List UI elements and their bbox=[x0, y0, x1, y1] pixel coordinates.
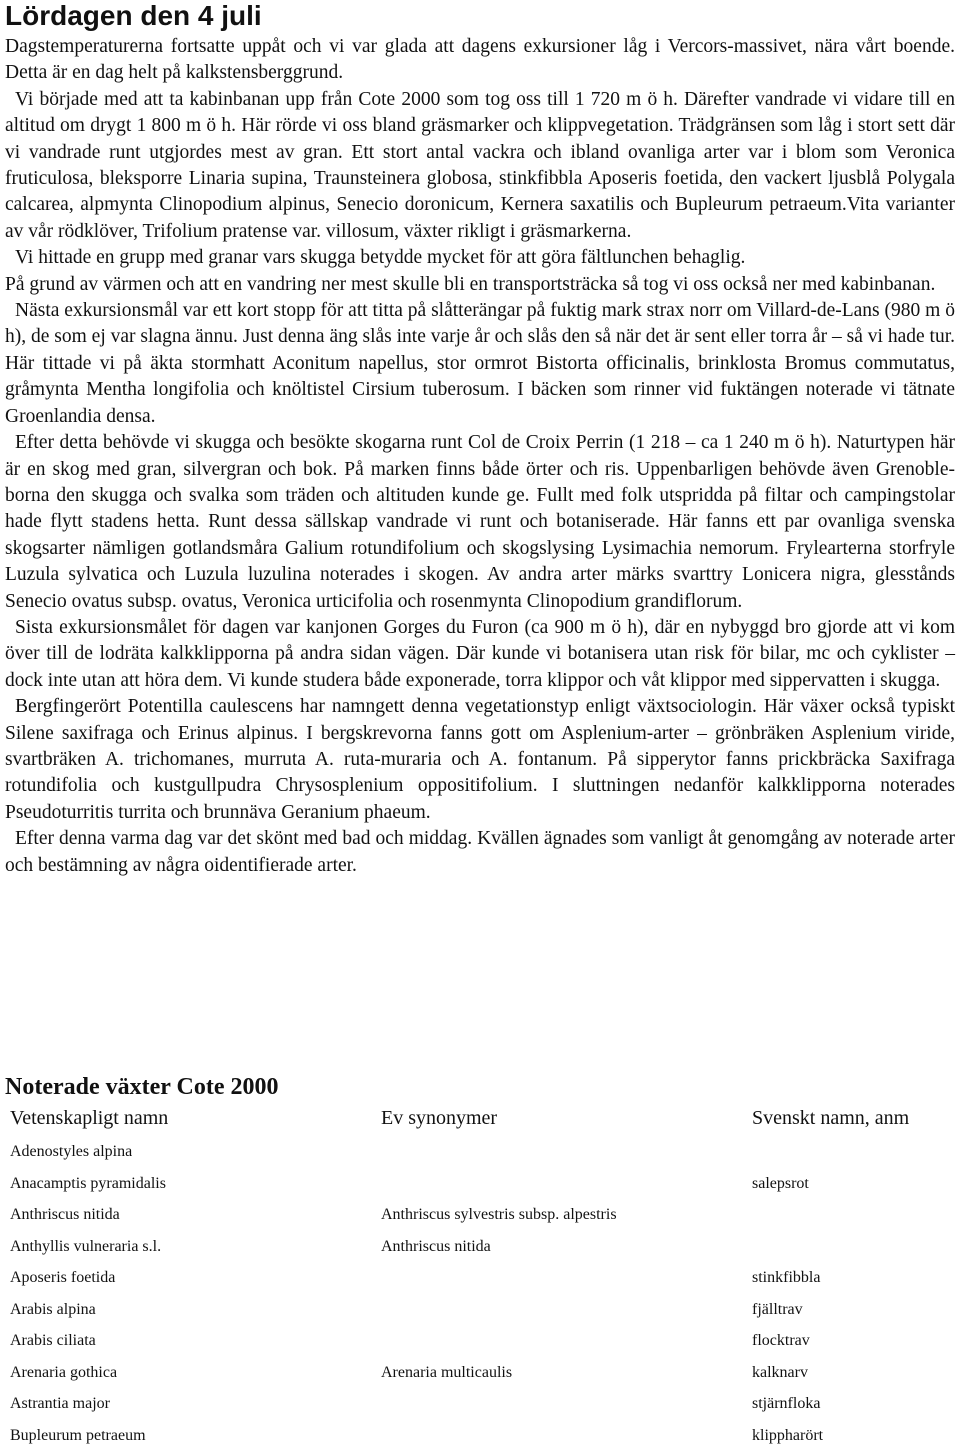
column-header-scientific-name: Vetenskapligt namn bbox=[10, 1104, 168, 1132]
table-row bbox=[0, 1233, 960, 1265]
cell-synonym: Arenaria multicaulis bbox=[381, 1359, 512, 1387]
paragraph: På grund av värmen och att en vandring ner mest skulle bli en transportsträcka så tog vi oss också ner med kabinbanan. bbox=[5, 272, 955, 298]
cell-swedish-name: salepsrot bbox=[752, 1170, 809, 1198]
cell-swedish-name: stjärnfloka bbox=[752, 1390, 820, 1418]
cell-scientific-name: Aposeris foetida bbox=[10, 1264, 115, 1292]
table-row bbox=[0, 1422, 960, 1453]
paragraph: Vi hittade en grupp med granar vars skugga betydde mycket för att göra fältlunchen behaglig. bbox=[5, 245, 955, 271]
cell-swedish-name: fjälltrav bbox=[752, 1296, 803, 1324]
paragraph: Efter detta behövde vi skugga och besökte skogarna runt Col de Croix Perrin (1 218 – ca 1 240 m ö h). Naturtypen här är en skog med gran, silvergran och bok. På marken finns både örter och ris. Uppenbarligen behövde även Grenoble-borna den skugga och svalka som träden och altituden kunde ge. Fullt med folk utspridda på filtar och campingstolar hade flytt stadens hetta. Runt dessa sällskap vandrade vi runt och botaniserade. Här fanns ett par ovanliga svenska skogsarter nämligen gotlandsmåra Galium rotundifolium och skogslysing Lysimachia nemorum. Frylearterna storfryle Luzula sylvatica och Luzula luzulina noterades i skogen. Av andra arter märks svarttry Lonicera nigra, glesstånds Senecio ovatus subsp. ovatus, Veronica urticifolia och rosenmynta Clinopodium grandiflorum. bbox=[5, 430, 955, 615]
cell-swedish-name: klippharört bbox=[752, 1422, 823, 1450]
body-text bbox=[5, 34, 955, 879]
table-row bbox=[0, 1327, 960, 1359]
paragraph: Vi började med att ta kabinbanan upp från Cote 2000 som tog oss till 1 720 m ö h. Därefter vandrade vi vidare till en altitud om drygt 1 800 m ö h. Här rörde vi oss bland gräsmarker och klippvegetation. Trädgränsen som låg i stort sett där vi vandrade runt utgjordes mest av gran. Ett stort antal vackra och ibland ovanliga arter var i blom som Veronica fruticulosa, bleksporre Linaria supina, Traunsteinera globosa, stinkfibbla Aposeris foetida, den vackert ljusblå Polygala calcarea, alpmynta Clinopodium alpinus, Senecio doronicum, Kernera saxatilis och Bupleurum petraeum.Vita varianter av vår rödklöver, Trifolium pratense var. villosum, växter rikligt i gräsmarkerna. bbox=[5, 87, 955, 245]
table-row bbox=[0, 1359, 960, 1391]
cell-scientific-name: Arenaria gothica bbox=[10, 1359, 117, 1387]
cell-scientific-name: Anacamptis pyramidalis bbox=[10, 1170, 166, 1198]
table-row bbox=[0, 1390, 960, 1422]
cell-scientific-name: Anthriscus nitida bbox=[10, 1201, 120, 1229]
table-row bbox=[0, 1170, 960, 1202]
cell-swedish-name: stinkfibbla bbox=[752, 1264, 820, 1292]
cell-scientific-name: Bupleurum petraeum bbox=[10, 1422, 146, 1450]
paragraph: Nästa exkursionsmål var ett kort stopp för att titta på slåtterängar på fuktig mark strax norr om Villard-de-Lans (980 m ö h), de som ej var slagna ännu. Just denna äng slås inte varje år och slås den så när det är sent eller torra år – så vi hade tur. Här tittade vi på äkta stormhatt Aconitum napellus, stor ormrot Bistorta officinalis, brinklosta Bromus commutatus, gråmynta Mentha longifolia och knöltistel Cirsium tuberosum. I bäcken som rinner vid fuktängen noterade vi tätnate Groenlandia densa. bbox=[5, 298, 955, 430]
cell-swedish-name: kalknarv bbox=[752, 1359, 808, 1387]
table-row bbox=[0, 1264, 960, 1296]
cell-scientific-name: Arabis ciliata bbox=[10, 1327, 96, 1355]
cell-synonym: Anthriscus sylvestris subsp. alpestris bbox=[381, 1201, 617, 1229]
column-header-synonyms: Ev synonymer bbox=[381, 1104, 497, 1132]
table-row bbox=[0, 1201, 960, 1233]
cell-scientific-name: Arabis alpina bbox=[10, 1296, 96, 1324]
cell-swedish-name: flocktrav bbox=[752, 1327, 810, 1355]
page-title: Lördagen den 4 juli bbox=[5, 0, 262, 32]
cell-scientific-name: Anthyllis vulneraria s.l. bbox=[10, 1233, 161, 1261]
paragraph: Sista exkursionsmålet för dagen var kanjonen Gorges du Furon (ca 900 m ö h), där en nybyggd bro gjorde att vi kom över till de lodräta kalkklipporna på andra sidan vägen. Där kunde vi botanisera utan risk för bilar, mc och cyklister – dock inte utan att höra dem. Vi kunde studera både exponerade, torra klippor och våt klippor med sippervatten i skugga. bbox=[5, 615, 955, 694]
paragraph: Bergfingerört Potentilla caulescens har namngett denna vegetationstyp enligt växtsociologin. Här växer också typiskt Silene saxifraga och Erinus alpinus. I bergskrevorna fanns gott om Asplenium-arter – grönbräken Asplenium viride, svartbräken A. trichomanes, murruta A. ruta-muraria och A. fontanum. På sipperytor fanns prickbräcka Saxifraga rotundifolia och kustgullpudra Chrysosplenium oppositifolium. I sluttningen nedanför kalkklipporna noterades Pseudoturritis turrita och brunnäva Geranium phaeum. bbox=[5, 694, 955, 826]
table-row bbox=[0, 1138, 960, 1170]
paragraph: Dagstemperaturerna fortsatte uppåt och vi var glada att dagens exkursioner låg i Vercors-massivet, nära vårt boende. Detta är en dag helt på kalkstensberggrund. bbox=[5, 34, 955, 87]
cell-scientific-name: Adenostyles alpina bbox=[10, 1138, 132, 1166]
cell-scientific-name: Astrantia major bbox=[10, 1390, 110, 1418]
column-header-swedish-name: Svenskt namn, anm bbox=[752, 1104, 909, 1132]
table-body bbox=[0, 1138, 960, 1453]
paragraph: Efter denna varma dag var det skönt med bad och middag. Kvällen ägnades som vanligt åt genomgång av noterade arter och bestämning av några oidentifierade arter. bbox=[5, 826, 955, 879]
table-row bbox=[0, 1296, 960, 1328]
cell-synonym: Anthriscus nitida bbox=[381, 1233, 491, 1261]
species-table-heading: Noterade växter Cote 2000 bbox=[5, 1072, 278, 1102]
